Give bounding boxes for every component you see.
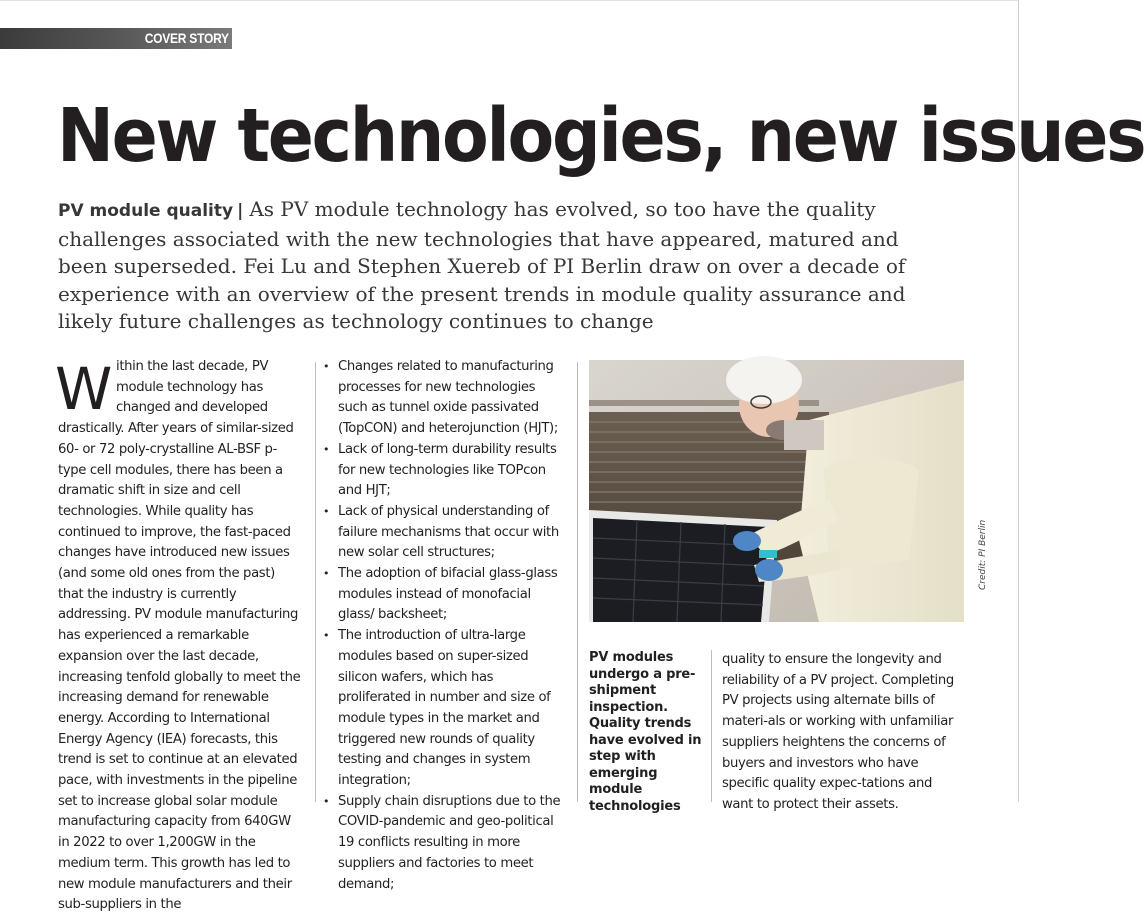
body-column-1 bbox=[55, 355, 302, 913]
standfirst-separator: | bbox=[237, 201, 244, 221]
drop-cap: W bbox=[55, 355, 112, 423]
body-column-3: quality to ensure the longevity and reliability of a PV project. Completing PV projects using alternate bills of materi-als or working with unfamiliar suppliers heightens the concerns of buyers and investors who have specific quality expec-tations and want to protect their assets. bbox=[722, 652, 954, 812]
column-divider bbox=[711, 650, 712, 802]
article-headline: New technologies, new issues bbox=[57, 93, 1144, 179]
list-item: • Supply chain disruptions due to the COVID-pandemic and geo-political 19 conflicts resulting in more suppliers and factories to meet demand; bbox=[322, 792, 568, 896]
page-top-rule bbox=[0, 0, 1018, 1]
standfirst-text: As PV module technology has evolved, so too have the quality challenges associated with the new technologies that have appeared, matured and been superseded. Fei Lu and Stephen Xuereb of PI Berlin draw on over a decade of experience with an overview of the present trends in module quality assurance and likely future challenges as technology continues to change bbox=[58, 197, 906, 333]
list-item: • The introduction of ultra-large modules based on super-sized silicon wafers, which has proliferated in number and size of module types in the market and triggered new rounds of quality testing and changes in system integration; bbox=[322, 626, 568, 792]
photo-caption: PV modules undergo a pre-shipment inspection. Quality trends have evolved in step with emerging module technologies bbox=[589, 650, 702, 814]
column-divider bbox=[315, 362, 316, 802]
section-tag-label: COVER STORY bbox=[144, 30, 229, 46]
body-column-2 bbox=[322, 357, 568, 892]
inspection-photo bbox=[589, 360, 964, 622]
section-tag bbox=[0, 28, 232, 49]
list-item: • Changes related to manufacturing processes for new technologies such as tunnel oxide passivated (TopCON) and heterojunction (HJT); bbox=[322, 357, 568, 440]
list-item: • Lack of long-term durability results for new technologies like TOPcon and HJT; bbox=[322, 440, 568, 502]
photo-credit: Credit: PI Berlin bbox=[978, 519, 988, 590]
body-column-1-text: ithin the last decade, PV module technology has changed and developed drastically. After years of similar-sized 60- or 72 poly-crystalline AL-BSF p-type cell modules, there has been a dramatic shift in size and cell technologies. While quality has continued to improve, the fast-paced changes have introduced new issues (and some old ones from the past) that the industry is currently addressing. PV module manufacturing has experienced a remarkable expansion over the last decade, increasing tenfold globally to meet the increasing demand for renewable energy. According to International Energy Agency (IEA) forecasts, this trend is set to continue at an elevated pace, with investments in the pipeline set to increase global solar module manufacturing capacity from 640GW in 2022 to over 1,200GW in the medium term. This growth has led to new module manufacturers and their sub-suppliers in the bbox=[58, 359, 301, 913]
list-item: • The adoption of bifacial glass-glass modules instead of monofacial glass/ backsheet; bbox=[322, 564, 568, 626]
standfirst-kicker: PV module quality bbox=[58, 201, 234, 221]
bullet-list bbox=[322, 357, 568, 895]
column-divider bbox=[577, 362, 578, 802]
article-standfirst bbox=[58, 196, 928, 336]
inspection-photo-illustration bbox=[589, 360, 964, 622]
list-item: • Lack of physical understanding of failure mechanisms that occur with new solar cell structures; bbox=[322, 502, 568, 564]
